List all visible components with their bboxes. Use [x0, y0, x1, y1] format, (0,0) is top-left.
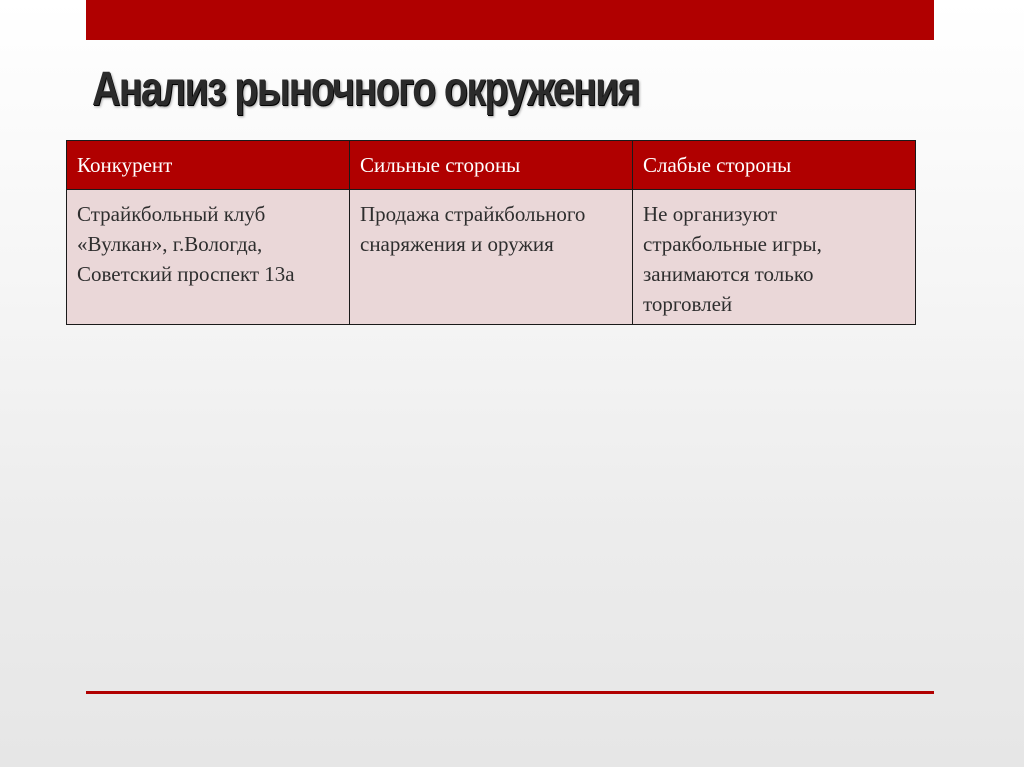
competitor-table — [66, 140, 916, 325]
table-header-row — [67, 141, 916, 190]
table-row — [67, 190, 916, 325]
cell-weaknesses: Не организуют стракбольные игры, занимаются только торговлей — [633, 190, 916, 325]
cell-competitor: Страйкбольный клуб «Вулкан», г.Вологда, Советский проспект 13а — [67, 190, 350, 325]
cell-strengths: Продажа страйкбольного снаряжения и оружия — [350, 190, 633, 325]
header-strengths: Сильные стороны — [350, 141, 633, 190]
header-weaknesses: Слабые стороны — [633, 141, 916, 190]
top-accent-band — [86, 0, 934, 40]
bottom-divider-line — [86, 691, 934, 694]
slide-title: Анализ рыночного окружения — [92, 63, 640, 116]
header-competitor: Конкурент — [67, 141, 350, 190]
